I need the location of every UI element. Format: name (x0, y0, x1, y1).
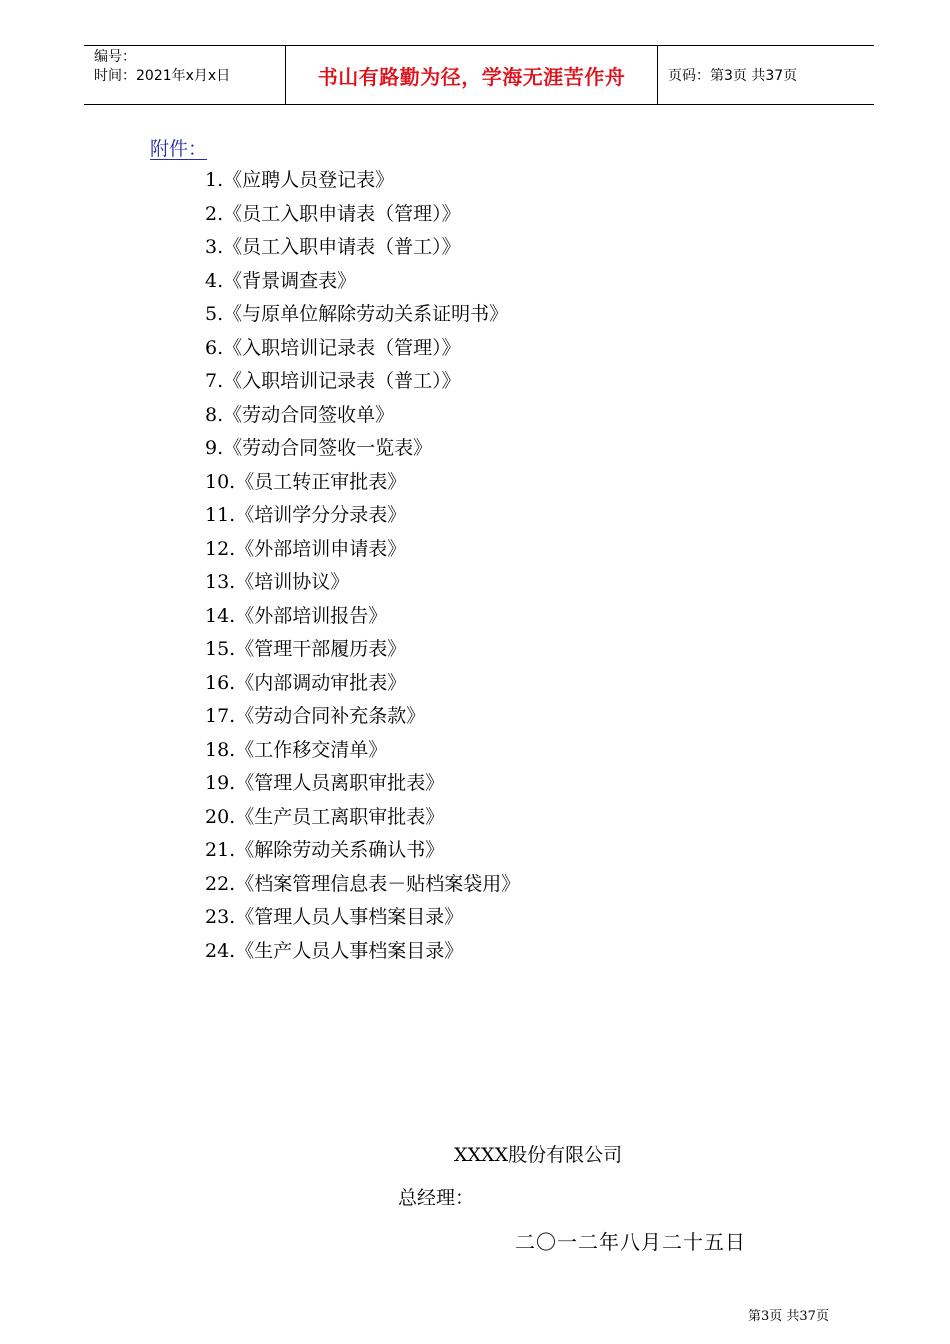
list-item (205, 801, 520, 835)
list-item (205, 533, 520, 567)
list-item-text: 《内部调动审批表》 (235, 671, 407, 694)
header-meta (84, 46, 285, 104)
list-item (205, 767, 520, 801)
list-item (205, 432, 520, 466)
list-item-text: 《档案管理信息表－贴档案袋用》 (235, 872, 521, 895)
list-item-text: 《管理人员离职审批表》 (235, 772, 445, 794)
list-item (205, 566, 520, 600)
attachments-list (205, 164, 520, 968)
list-item (205, 365, 520, 399)
list-item (205, 332, 520, 366)
list-item-number: 10. (205, 470, 236, 493)
list-item-number: 24. (205, 939, 236, 962)
list-item-number: 12. (205, 537, 236, 560)
header-page-info: 页码：第3页 共37页 (668, 68, 798, 84)
list-item-text: 《劳动合同补充条款》 (235, 705, 426, 727)
page-header (84, 45, 874, 105)
list-item-number: 18. (205, 738, 236, 761)
list-item-number: 16. (205, 671, 236, 694)
list-item (205, 164, 520, 198)
list-item-number: 5. (205, 303, 224, 325)
general-manager-label: 总经理： (398, 1187, 475, 1209)
list-item-text: 《与原单位解除劳动关系证明书》 (223, 303, 509, 325)
list-item (205, 700, 520, 734)
list-item-number: 8. (205, 403, 224, 426)
header-motto: 书山有路勤为径，学海无涯苦作舟 (285, 46, 658, 104)
list-item-text: 《劳动合同签收单》 (223, 403, 395, 426)
list-item-number: 3. (205, 236, 224, 258)
list-item-number: 19. (205, 772, 236, 794)
company-name: XXXX股份有限公司 (454, 1144, 623, 1166)
list-item-text: 《管理人员人事档案目录》 (235, 906, 464, 928)
list-item-number: 1. (205, 169, 224, 191)
list-item-text: 《解除劳动关系确认书》 (235, 839, 445, 861)
list-item-number: 20. (205, 805, 236, 828)
document-number-label: 编号： (94, 49, 136, 65)
list-item-text: 《外部培训申请表》 (235, 537, 407, 560)
list-item-number: 17. (205, 705, 236, 727)
list-item (205, 633, 520, 667)
list-item (205, 667, 520, 701)
list-item-text: 《管理干部履历表》 (235, 638, 407, 660)
list-item-number: 7. (205, 370, 224, 392)
list-item-number: 9. (205, 437, 224, 459)
list-item-text: 《应聘人员登记表》 (223, 169, 395, 191)
list-item (205, 499, 520, 533)
list-item (205, 198, 520, 232)
list-item-number: 21. (205, 839, 236, 861)
list-item (205, 231, 520, 265)
list-item-text: 《培训学分分录表》 (235, 504, 407, 526)
list-item-number: 23. (205, 906, 236, 928)
document-time-label: 时间：2021年x月x日 (94, 68, 231, 84)
list-item (205, 935, 520, 969)
list-item (205, 399, 520, 433)
list-item-text: 《生产员工离职审批表》 (235, 805, 445, 828)
list-item-number: 11. (205, 504, 236, 526)
list-item-text: 《入职培训记录表（普工）》 (223, 370, 461, 392)
list-item-number: 15. (205, 638, 236, 660)
list-item-text: 《员工转正审批表》 (235, 470, 407, 493)
list-item-text: 《员工入职申请表（管理）》 (223, 202, 461, 225)
list-item-text: 《培训协议》 (235, 571, 350, 593)
list-item-number: 22. (205, 872, 236, 895)
list-item-number: 6. (205, 336, 224, 359)
list-item-text: 《员工入职申请表（普工）》 (223, 236, 461, 258)
list-item-number: 14. (205, 604, 236, 627)
list-item-number: 13. (205, 571, 236, 593)
list-item (205, 734, 520, 768)
list-item (205, 868, 520, 902)
list-item (205, 600, 520, 634)
list-item-number: 4. (205, 269, 224, 292)
list-item-text: 《劳动合同签收一览表》 (223, 437, 433, 459)
list-item (205, 901, 520, 935)
list-item-text: 《工作移交清单》 (235, 738, 388, 761)
list-item-text: 《背景调查表》 (223, 269, 357, 292)
list-item-text: 《外部培训报告》 (235, 604, 388, 627)
list-item (205, 265, 520, 299)
list-item-text: 《生产人员人事档案目录》 (235, 939, 464, 962)
list-item (205, 298, 520, 332)
list-item (205, 834, 520, 868)
signature-date: 二〇一二年八月二十五日 (515, 1230, 746, 1254)
list-item (205, 466, 520, 500)
list-item-text: 《入职培训记录表（管理）》 (223, 336, 461, 359)
list-item-number: 2. (205, 202, 224, 225)
page-footer: 第3页 共37页 (748, 1309, 829, 1324)
attachments-title: 附件： (150, 138, 208, 160)
